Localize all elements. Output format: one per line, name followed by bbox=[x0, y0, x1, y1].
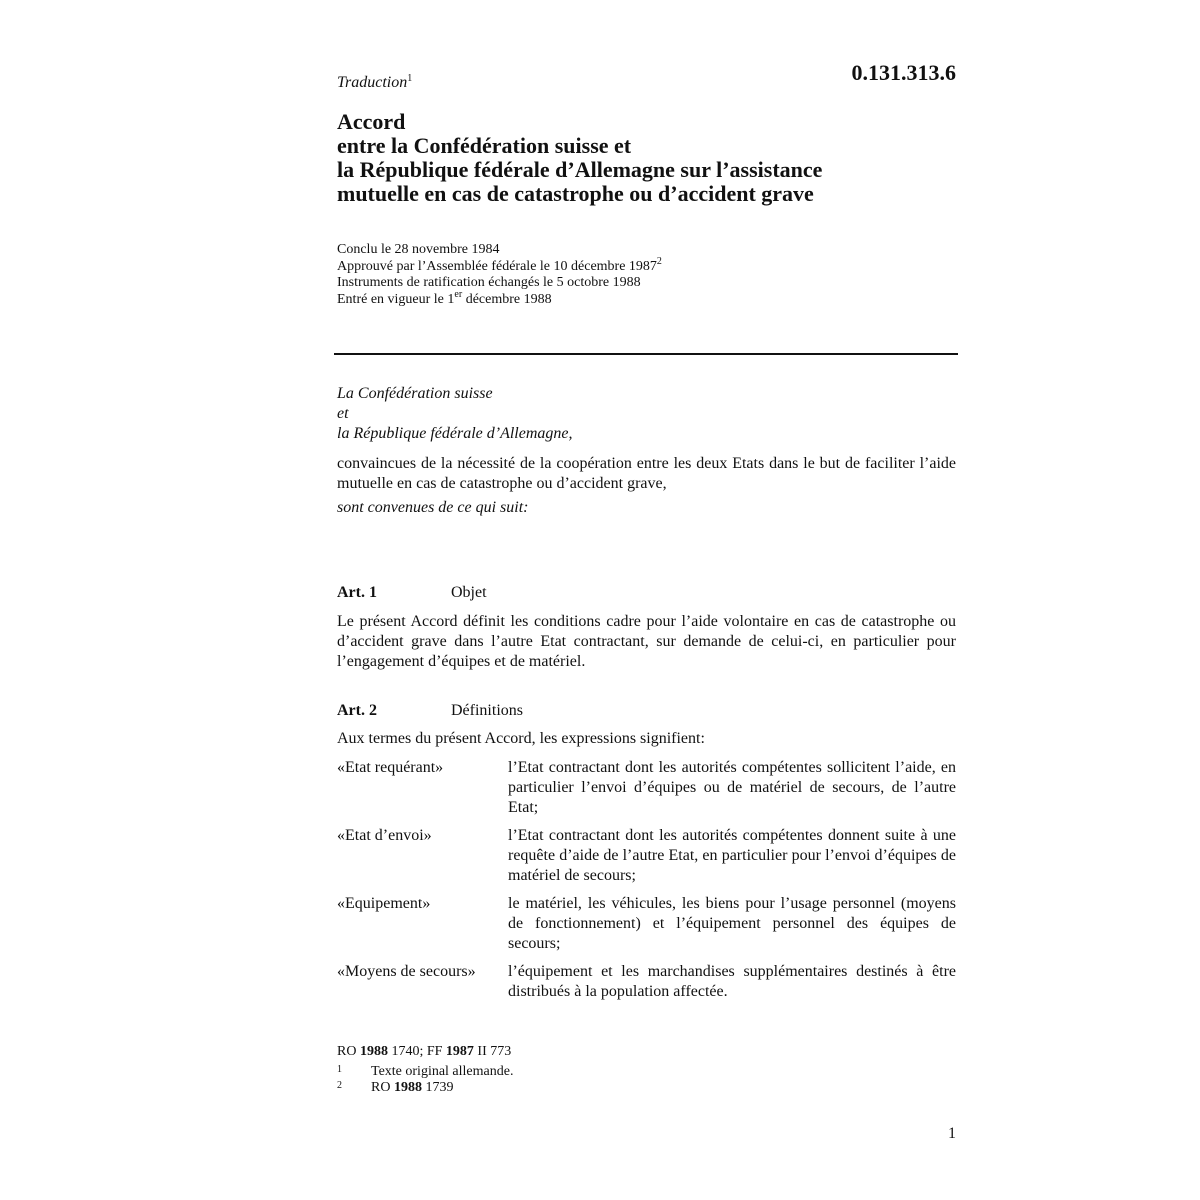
definition-text: l’équipement et les marchandises supplémentaires destinés à être distribués à la population affectée. bbox=[508, 963, 956, 1000]
ratification-date: Instruments de ratification échangés le 5 octobre 1988 bbox=[337, 275, 641, 290]
definition-text: l’Etat contractant dont les autorités compétentes sollicitent l’aide, en particulier l’envoi d’équipes ou de matériel de secours, de l’autre Etat; bbox=[508, 759, 956, 816]
definition-item bbox=[337, 962, 956, 1002]
page-number: 1 bbox=[948, 1125, 956, 1142]
approved-date: Approuvé par l’Assemblée fédérale le 10 décembre 1987$^2$ bbox=[337, 255, 662, 274]
article-2-heading: Art. 2 Définitions bbox=[337, 702, 523, 719]
footnote-ref-1[interactable]: 1 bbox=[407, 73, 413, 84]
definition-term: «Etat requérant» bbox=[337, 759, 444, 776]
source-reference: RO 1988 1740; FF 1987 II 773 bbox=[337, 1044, 512, 1059]
preamble-text: convaincues de la nécessité de la coopération entre les deux Etats dans le but de faciliter l’aide mutuelle en cas de catastrophe ou d’accident grave, bbox=[337, 455, 956, 492]
separator-rule bbox=[334, 353, 958, 355]
definition-item bbox=[337, 758, 956, 818]
translation-label: Traduction$^1$ bbox=[337, 73, 413, 91]
agreement-formula: sont convenues de ce qui suit: bbox=[337, 499, 529, 516]
article-1-heading: Art. 1 Objet bbox=[337, 584, 487, 601]
concluded-date: Conclu le 28 novembre 1984 bbox=[337, 242, 500, 257]
definition-term: «Etat d’envoi» bbox=[337, 827, 432, 844]
definition-term: «Moyens de secours» bbox=[337, 963, 476, 980]
footnote-1: 1 Texte original allemande. bbox=[337, 1064, 514, 1079]
footnotes bbox=[337, 1064, 513, 1096]
definition-text: le matériel, les véhicules, les biens pour l’usage personnel (moyens de fonctionnement) et l’équipement personnel des équipes de secours; bbox=[508, 895, 956, 952]
footnote-ref-2[interactable]: 2 bbox=[656, 255, 662, 267]
footnote-2: 2 RO 1988 1739 bbox=[337, 1080, 454, 1095]
definitions-list bbox=[337, 758, 956, 1010]
article-2-intro: Aux termes du présent Accord, les expressions signifient: bbox=[337, 730, 705, 747]
document-title: Accord entre la Confédération suisse et la République fédérale d’Allemagne sur l’assistance mutuelle en cas de catastrophe ou d’accident grave bbox=[337, 109, 823, 206]
entry-into-force-date: Entré en vigueur le 1er décembre 1988 bbox=[337, 288, 552, 307]
sr-reference-number: 0.131.313.6 bbox=[851, 60, 956, 85]
definition-text: l’Etat contractant dont les autorités compétentes donnent suite à une requête d’aide de l’autre Etat, en particulier pour l’envoi d’équipes de matériel de secours; bbox=[508, 827, 956, 884]
definition-term: «Equipement» bbox=[337, 895, 431, 912]
contracting-parties: La Confédération suisse et la République fédérale d’Allemagne, bbox=[337, 385, 573, 442]
article-1-text: Le présent Accord définit les conditions cadre pour l’aide volontaire en cas de catastrophe ou d’accident grave dans l’autre Etat contractant, sur demande de celui-ci, en particulier pour l’engagement d’équipes et de matériel. bbox=[337, 613, 956, 670]
treaty-dates bbox=[337, 242, 662, 308]
definition-item bbox=[337, 894, 956, 954]
definition-item bbox=[337, 826, 956, 886]
